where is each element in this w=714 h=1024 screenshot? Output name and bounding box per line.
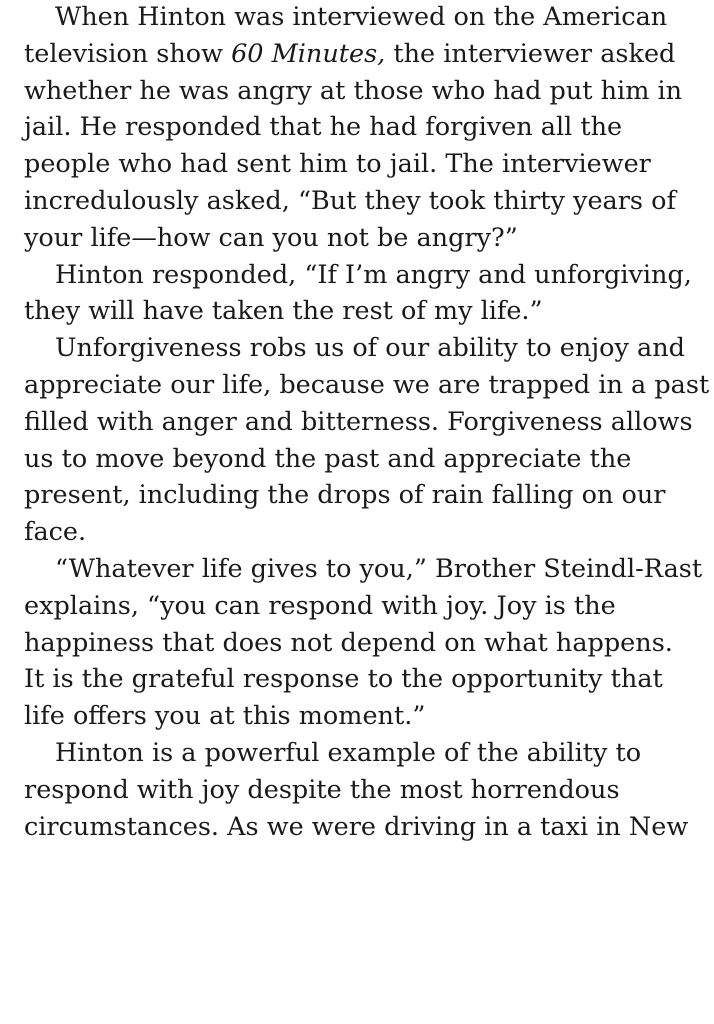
text-run: incredulously asked, “But they took thirty years of <box>24 185 676 216</box>
paragraph <box>24 330 710 551</box>
text-run: Unforgiveness robs us of our ability to enjoy and <box>55 333 685 364</box>
text-line <box>24 809 694 846</box>
text-run: It is the grateful response to the opportunity that <box>24 664 663 695</box>
paragraph <box>24 735 694 845</box>
text-line <box>24 735 694 772</box>
text-run: When Hinton was interviewed on the American <box>55 2 668 32</box>
text-line <box>24 367 710 404</box>
text-line <box>24 293 694 330</box>
text-run: they will have taken the rest of my life.” <box>24 296 543 327</box>
text-run: people who had sent him to jail. The interviewer <box>24 149 651 180</box>
paragraph <box>24 551 703 735</box>
text-line <box>24 109 694 146</box>
text-line <box>24 404 694 441</box>
text-line <box>24 146 694 183</box>
text-run: life offers you at this moment.” <box>24 701 426 732</box>
paragraph <box>24 0 694 257</box>
text-run: your life—how can you not be angry?” <box>24 222 518 253</box>
text-run: present, including the drops of rain falling on our <box>24 480 666 511</box>
text-line <box>24 220 694 257</box>
paragraph <box>24 257 694 331</box>
text-line <box>24 514 694 551</box>
text-run: filled with anger and bitterness. Forgiveness allows <box>24 406 693 437</box>
text-line <box>24 73 694 110</box>
text-run: jail. He responded that he had forgiven all the <box>24 112 623 143</box>
text-line <box>24 772 694 809</box>
text-line <box>24 588 694 625</box>
text-run: happiness that does not depend on what happens. <box>24 627 673 658</box>
text-line <box>24 257 694 294</box>
text-run: explains, “you can respond with joy. Joy is the <box>24 590 616 621</box>
text-run: television show <box>24 38 232 69</box>
italic-title-text: 60 Minutes, <box>231 38 386 69</box>
text-line <box>24 36 694 73</box>
text-run: the interviewer asked <box>385 38 676 69</box>
text-run: Hinton responded, “If I’m angry and unforgiving, <box>55 259 692 290</box>
document-page <box>24 0 710 845</box>
text-run: face. <box>24 517 87 548</box>
text-line <box>24 698 694 735</box>
text-run: whether he was angry at those who had put him in <box>24 75 683 106</box>
text-line <box>24 441 694 478</box>
text-run: circumstances. As we were driving in a taxi in New <box>24 811 689 842</box>
text-run: us to move beyond the past and appreciate the <box>24 443 632 474</box>
text-run: “Whatever life gives to you,” Brother Steindl-Rast <box>55 553 703 584</box>
text-run: respond with joy despite the most horrendous <box>24 774 620 805</box>
text-line <box>24 477 694 514</box>
text-line <box>24 625 694 662</box>
text-run: appreciate our life, because we are trapped in a past <box>24 369 710 400</box>
text-line <box>24 551 703 588</box>
text-line <box>24 183 694 220</box>
text-line <box>24 661 694 698</box>
text-line <box>24 0 694 36</box>
text-line <box>24 330 694 367</box>
text-run: Hinton is a powerful example of the ability to <box>55 737 642 768</box>
